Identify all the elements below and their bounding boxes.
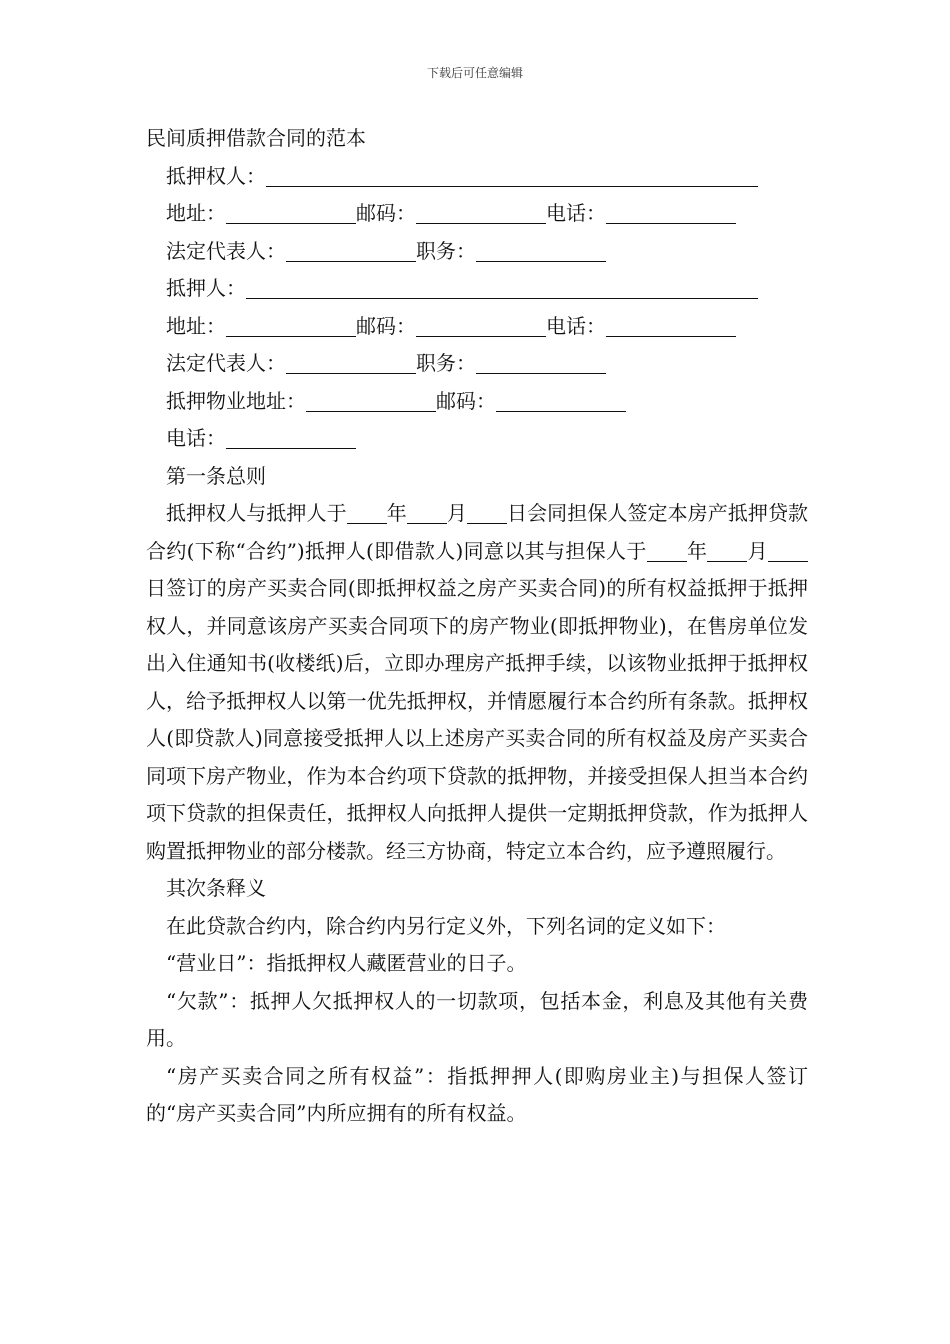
- legal-rep-label: 法定代表人：: [166, 238, 286, 263]
- position-label: 职务：: [416, 351, 476, 375]
- pledgor-row: [146, 270, 808, 308]
- year-blank[interactable]: [647, 537, 687, 562]
- position-blank[interactable]: [476, 349, 606, 374]
- document-body: [146, 120, 808, 1133]
- pledgor-legal-rep-row: [146, 345, 808, 383]
- address-blank[interactable]: [226, 312, 356, 337]
- legal-rep-blank[interactable]: [286, 237, 416, 262]
- pledgee-address-row: [146, 195, 808, 233]
- month-blank[interactable]: [407, 499, 447, 524]
- position-blank[interactable]: [476, 237, 606, 262]
- year-label: 年: [386, 501, 407, 525]
- position-label: 职务：: [416, 238, 476, 263]
- property-address-blank[interactable]: [306, 387, 436, 412]
- month-label: 月: [747, 538, 768, 563]
- property-address-label: 抵押物业地址：: [166, 388, 306, 413]
- address-label: 地址：: [166, 313, 226, 338]
- day-blank[interactable]: [768, 537, 808, 562]
- legal-rep-blank[interactable]: [286, 349, 416, 374]
- address-label: 地址：: [166, 201, 226, 225]
- article2-intro: 在此贷款合约内，除合约内另行定义外，下列名词的定义如下：: [166, 913, 726, 938]
- phone-blank[interactable]: [606, 199, 736, 224]
- postcode-label: 邮码：: [356, 201, 416, 225]
- year-label: 年: [686, 538, 708, 563]
- legal-rep-label: 法定代表人：: [166, 351, 286, 375]
- month-blank[interactable]: [707, 537, 747, 562]
- article1-paragraph: [146, 495, 808, 870]
- postcode-blank[interactable]: [416, 312, 546, 337]
- pledgee-row: [146, 158, 808, 196]
- article1-text-a: 抵押权人与抵押人于: [166, 501, 347, 525]
- pledgor-label: 抵押人：: [166, 276, 246, 300]
- phone-label: 电话：: [166, 426, 226, 450]
- property-address-row: [146, 383, 808, 421]
- article2-heading: 其次条释义: [166, 876, 266, 900]
- address-blank[interactable]: [226, 199, 356, 224]
- property-phone-row: [146, 420, 808, 458]
- definition-debt: “欠款”：抵押人欠抵押权人的一切款项，包括本金，利息及其他有关费用。: [146, 988, 808, 1050]
- phone-label: 电话：: [546, 313, 606, 338]
- article2-definitions: [146, 945, 808, 1133]
- article1-text-b: 日会同担保人签定本房产抵押贷款合约(下称“合约”)抵押人(即借款人)同意以其与担保人于: [146, 501, 809, 563]
- definition-business-day: “营业日”：指抵押权人藏匿营业的日子。: [166, 951, 527, 975]
- phone-blank[interactable]: [226, 424, 356, 449]
- pledgee-blank[interactable]: [266, 162, 758, 187]
- postcode-blank[interactable]: [496, 387, 626, 412]
- postcode-label: 邮码：: [356, 313, 416, 338]
- postcode-label: 邮码：: [436, 388, 496, 413]
- phone-label: 电话：: [546, 201, 606, 225]
- phone-blank[interactable]: [606, 312, 736, 337]
- article1-text-c: 日签订的房产买卖合同(即抵押权益之房产买卖合同)的所有权益抵押于抵押权人，并同意该房产买卖合同项下的房产物业(即抵押物业)，在售房单位发出入住通知书(收楼纸)后，立即办理房产抵押手续，以该物业抵押于抵押权人，给予抵押权人以第一优先抵押权，并情愿履行本合约所有条款。抵押权人(即贷款人)同意接受抵押人以上述房产买卖合同的所有权益及房产买卖合同项下房产物业，作为本合约项下贷款的抵押物，并接受担保人担当本合约项下贷款的担保责任，抵押权人向抵押人提供一定期抵押贷款，作为抵押人购置抵押物业的部分楼款。经三方协商，特定立本合约，应予遵照履行。: [146, 576, 808, 863]
- pledgor-blank[interactable]: [246, 274, 758, 299]
- pledgee-label: 抵押权人：: [166, 163, 266, 188]
- year-blank[interactable]: [347, 499, 387, 524]
- article1-heading: 第一条总则: [166, 463, 266, 488]
- month-label: 月: [446, 501, 467, 525]
- document-title: 民间质押借款合同的范本: [146, 126, 366, 150]
- pledgee-legal-rep-row: [146, 233, 808, 271]
- postcode-blank[interactable]: [416, 199, 546, 224]
- pledgor-address-row: [146, 308, 808, 346]
- page-header: 下载后可任意编辑: [426, 66, 523, 80]
- definition-contract-rights: “房产买卖合同之所有权益”：指抵押押人(即购房业主)与担保人签订的“房产买卖合同”内所应拥有的所有权益。: [146, 1063, 808, 1125]
- day-blank[interactable]: [467, 499, 507, 524]
